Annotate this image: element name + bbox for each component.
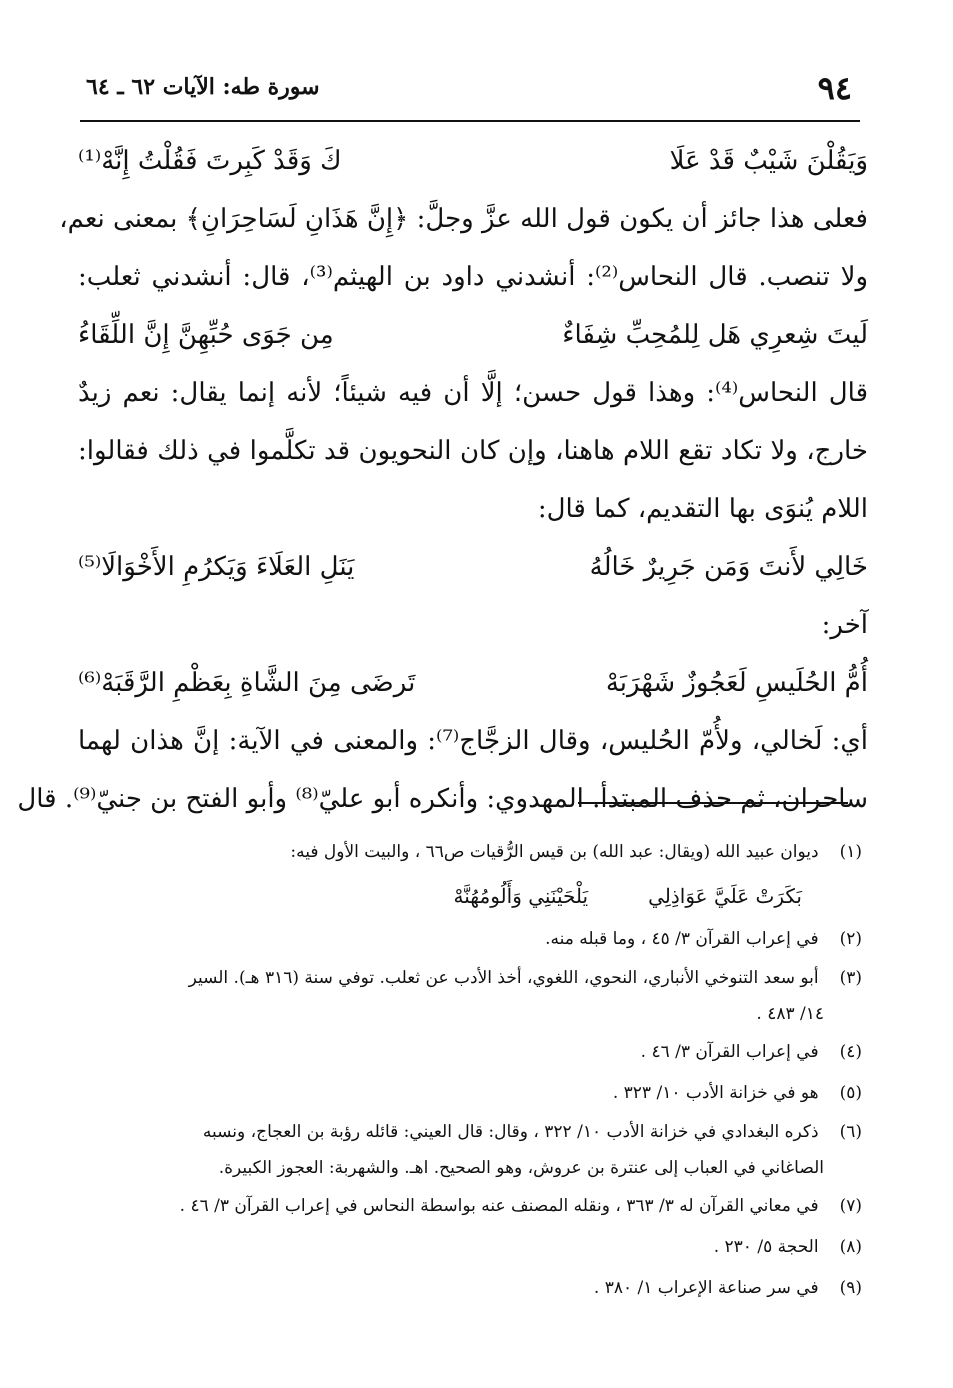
- verse-2-second-hemistich: مِن جَوَى حُبِّهِنَّ إِنَّ اللِّقَاءُ: [78, 320, 334, 350]
- footnote-3: [76, 960, 862, 996]
- page-header: [80, 62, 860, 122]
- verse-1: [78, 132, 868, 190]
- paragraph-1-line-1: فعلى هذا جائز أن يكون قول الله عزَّ وجلَّ: ﴿إِنَّ هَذَانِ لَسَاحِرَانِ﴾ بمعنى نعم،: [59, 204, 868, 234]
- main-text: [17, 132, 869, 828]
- footnote-number: (٣): [839, 968, 862, 988]
- paragraph-2-line-3: اللام يُنوَى بها التقديم، كما قال:: [537, 494, 868, 524]
- paragraph-2-line-1: قال النحاس⁽⁴⁾: وهذا قول حسن؛ إلَّا أن فيه شيئاً؛ لأنه إنما يقال: نعم زيدٌ: [78, 378, 868, 408]
- footnote-number: (٦): [839, 1122, 862, 1142]
- verse-1-second-hemistich: كَ وَقَدْ كَبِرتَ فَقُلْتُ إِنَّهْ⁽¹⁾: [78, 146, 342, 176]
- footnote-text: في معاني القرآن له ٣/ ٣٦٣ ، ونقله المصنف عنه بواسطة النحاس في إعراب القرآن ٣/ ٤٦ .: [179, 1196, 819, 1216]
- footnote-8: [76, 1227, 862, 1268]
- another-verse-label: آخر:: [821, 610, 868, 640]
- paragraph-4-line-1: أي: لَخالي، ولأُمّ الحُليس، وقال الزجَّاج⁽⁷⁾: والمعنى في الآية: إنَّ هذان لهما: [78, 726, 868, 756]
- verse-3-second-hemistich: يَنَلِ العَلَاءَ وَيَكرُمِ الأَخْوَالَا⁽⁵⁾: [78, 552, 355, 582]
- page-number: ٩٤: [817, 69, 852, 107]
- footnote-number: (٤): [839, 1042, 862, 1062]
- paragraph-2-line-2: خارج، ولا تكاد تقع اللام هاهنا، وإن كان النحويون قد تكلَّموا في ذلك فقالوا:: [78, 436, 868, 466]
- verse-3-first-hemistich: خَالِي لأَنتَ وَمَن جَرِيرٌ خَالُهُ: [589, 552, 868, 582]
- footnote-text: ديوان عبيد الله (ويقال: عبد الله) بن قيس الرُّقيات ص٦٦ ، والبيت الأول فيه:: [290, 842, 819, 862]
- footnote-5: [76, 1073, 862, 1114]
- paragraph-4-line-2: ساحران، ثم حذف المبتدأ. المهدوي: وأنكره أبو عليّ⁽⁸⁾ وأبو الفتح بن جنيّ⁽⁹⁾. قال: [17, 784, 868, 814]
- footnote-2: [76, 919, 862, 960]
- footnote-4: [76, 1032, 862, 1073]
- footnote-3-continuation: ١٤/ ٤٨٣ .: [756, 1004, 824, 1024]
- verse-4-first-hemistich: أُمُّ الحُلَيسِ لَعَجُوزٌ شَهْرَبَهْ: [605, 668, 868, 698]
- footnote-number: (٩): [839, 1278, 862, 1298]
- footnote-7: [76, 1186, 862, 1227]
- footnote-verse-first-hemistich: بَكَرَتْ عَلَيَّ عَوَاذِلِي: [648, 884, 802, 908]
- verse-1-first-hemistich: وَيَقُلْنَ شَيْبٌ قَدْ عَلَا: [669, 146, 868, 176]
- footnote-1: [76, 832, 862, 873]
- footnote-text: الحجة ٥/ ٢٣٠ .: [713, 1237, 819, 1257]
- footnote-number: (٨): [839, 1237, 862, 1257]
- footnote-number: (٢): [839, 929, 862, 949]
- footnote-text: ذكره البغدادي في خزانة الأدب ١٠/ ٣٢٢ ، وقال: قال العيني: قائله رؤبة بن العجاج، ونسبه: [202, 1122, 819, 1142]
- verse-2: [78, 306, 868, 364]
- paragraph-1-line-2: ولا تنصب. قال النحاس⁽²⁾: أنشدني داود بن الهيثم⁽³⁾، قال: أنشدني ثعلب:: [78, 262, 869, 292]
- running-title: سورة طه: الآيات ٦٢ ـ ٦٤: [86, 74, 320, 100]
- footnote-number: (١): [839, 842, 862, 862]
- footnotes: [76, 832, 862, 1309]
- footnote-text: في إعراب القرآن ٣/ ٤٥ ، وما قبله منه.: [545, 929, 819, 949]
- footnote-1-verse: [76, 873, 862, 919]
- footnote-6: [76, 1114, 862, 1150]
- verse-4: [78, 654, 868, 712]
- footnote-text: في سر صناعة الإعراب ١/ ٣٨٠ .: [593, 1278, 819, 1298]
- footnote-text: هو في خزانة الأدب ١٠/ ٣٢٣ .: [612, 1083, 819, 1103]
- footnote-6-continuation: الصاغاني في العباب إلى عنترة بن عروش، وهو الصحيح. اهـ. والشهربة: العجوز الكبيرة.: [218, 1158, 824, 1178]
- footnote-9: [76, 1268, 862, 1309]
- verse-4-second-hemistich: تَرضَى مِنَ الشَّاةِ بِعَظْمِ الرَّقَبَهْ⁽⁶⁾: [78, 668, 416, 698]
- footnote-number: (٧): [839, 1196, 862, 1216]
- verse-3: [78, 538, 868, 596]
- footnote-verse-second-hemistich: يَلْحَيْنَنِي وَأَلُومُهُنَّهْ: [453, 884, 589, 908]
- verse-2-first-hemistich: لَيتَ شِعرِي هَل لِلمُحِبِّ شِفَاءٌ: [562, 320, 868, 350]
- footnote-divider: [578, 802, 848, 804]
- footnote-number: (٥): [839, 1083, 862, 1103]
- footnote-text: في إعراب القرآن ٣/ ٤٦ .: [640, 1042, 819, 1062]
- footnote-text: أبو سعد التنوخي الأنباري، النحوي، اللغوي، أخذ الأدب عن ثعلب. توفي سنة (٣١٦ هـ). السير: [188, 968, 819, 988]
